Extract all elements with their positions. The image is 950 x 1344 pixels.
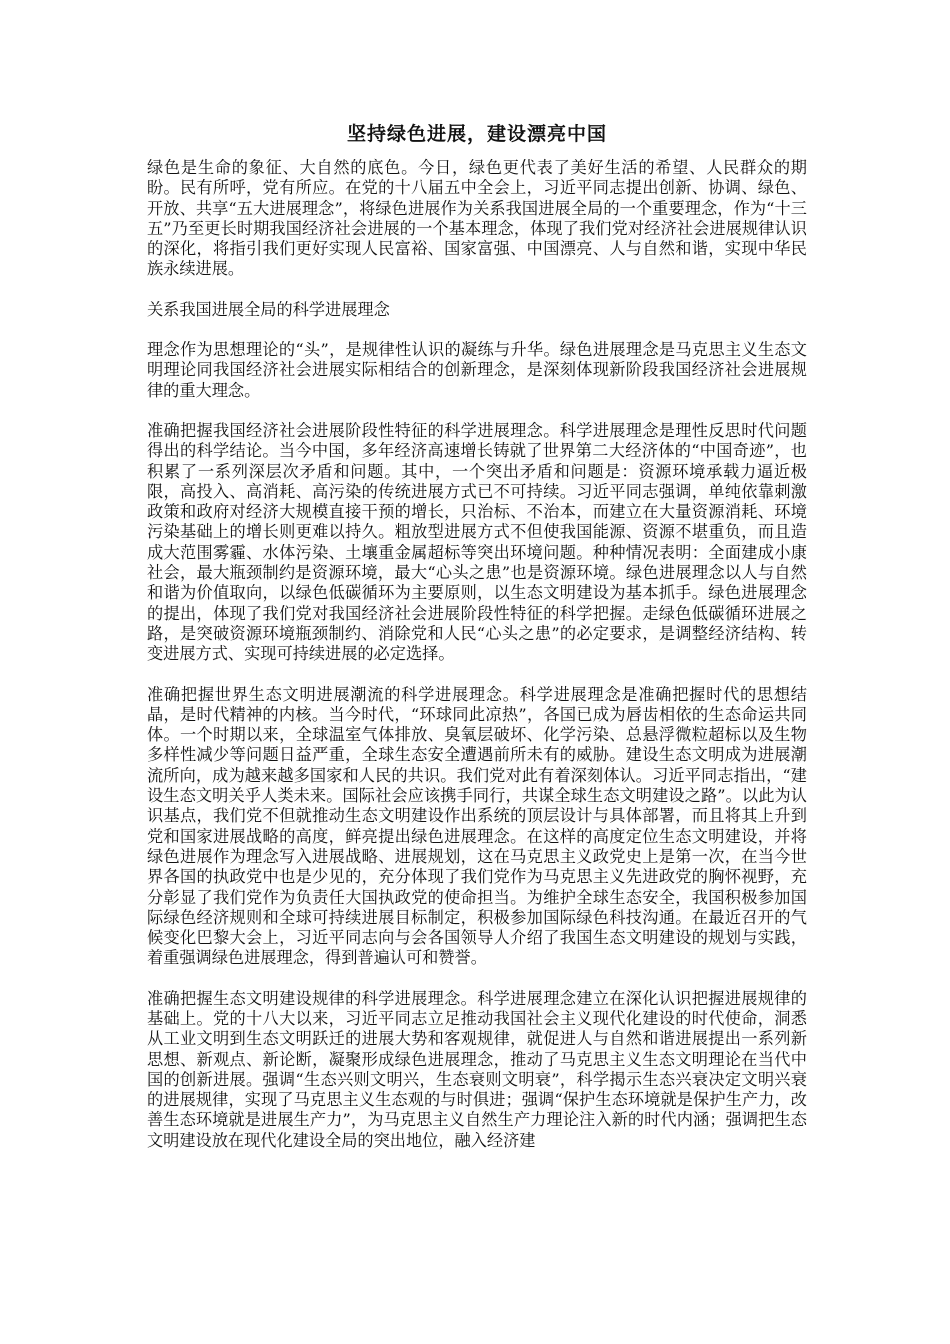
section-heading: 关系我国进展全局的科学进展理念 xyxy=(147,299,390,319)
paragraph-intro: 绿色是生命的象征、大自然的底色。今日，绿色更代表了美好生活的希望、人民群众的期盼。民有所呼，党有所应。在党的十八届五中全会上，习近平同志提出创新、协调、绿色、开放、共享“五大进展理念”，将绿色进展作为关系我国进展全局的一个重要理念，作为“十三五”乃至更长时期我国经济社会进展的一个基本理念，体现了我们党对经济社会进展规律认识的深化，将指引我们更好实现人民富裕、国家富强、中国漂亮、人与自然和谐，实现中华民族永续进展。 xyxy=(147,158,807,279)
paragraph-concept: 理念作为思想理论的“头”，是规律性认识的凝练与升华。绿色进展理念是马克思主义生态文明理论同我国经济社会进展实际相结合的创新理念，是深刻体现新阶段我国经济社会进展规律的重大理念。 xyxy=(147,340,807,400)
paragraph-law: 准确把握生态文明建设规律的科学进展理念。科学进展理念建立在深化认识把握进展规律的基础上。党的十八大以来，习近平同志立足推动我国社会主义现代化建设的时代使命，洞悉从工业文明到生态文明跃迁的进展大势和客观规律，就促进人与自然和谐进展提出一系列新思想、新观点、新论断，凝聚形成绿色进展理念，推动了马克思主义生态文明理论在当代中国的创新进展。强调“生态兴则文明兴，生态衰则文明衰”，科学揭示生态兴衰决定文明兴衰的进展规律，实现了马克思主义生态观的与时俱进；强调“保护生态环境就是保护生产力，改善生态环境就是进展生产力”，为马克思主义自然生产力理论注入新的时代内涵；强调把生态文明建设放在现代化建设全局的突出地位，融入经济建 xyxy=(147,988,807,1150)
document-title: 坚持绿色进展，建设漂亮中国 xyxy=(346,123,607,145)
document-page xyxy=(147,120,807,1171)
paragraph-world-trend: 准确把握世界生态文明进展潮流的科学进展理念。科学进展理念是准确把握时代的思想结晶，是时代精神的内核。当今时代，“环球同此凉热”，各国已成为唇齿相依的生态命运共同体。一个时期以来，全球温室气体排放、臭氧层破坏、化学污染、总悬浮微粒超标以及生物多样性减少等问题日益严重，全球生态安全遭遇前所未有的威胁。建设生态文明成为进展潮流所向，成为越来越多国家和人民的共识。我们党对此有着深刻体认。习近平同志指出，“建设生态文明关乎人类未来。国际社会应该携手同行，共谋全球生态文明建设之路”。以此为认识基点，我们党不但就推动生态文明建设作出系统的顶层设计与具体部署，而且将其上升到党和国家进展战略的高度，鲜亮提出绿色进展理念。在这样的高度定位生态文明建设，并将绿色进展作为理念写入进展战略、进展规划，这在马克思主义政党史上是第一次，在当今世界各国的执政党中也是少见的，充分体现了我们党作为马克思主义先进政党的胸怀视野，充分彰显了我们党作为负责任大国执政党的使命担当。为维护全球生态安全，我国积极参加国际绿色经济规则和全球可持续进展目标制定，积极参加国际绿色科技沟通。在最近召开的气候变化巴黎大会上，习近平同志向与会各国领导人介绍了我国生态文明建设的规划与实践，着重强调绿色进展理念，得到普遍认可和赞誉。 xyxy=(147,684,807,968)
paragraph-china-stage: 准确把握我国经济社会进展阶段性特征的科学进展理念。科学进展理念是理性反思时代问题得出的科学结论。当今中国，多年经济高速增长铸就了世界第二大经济体的“中国奇迹”，也积累了一系列深层次矛盾和问题。其中，一个突出矛盾和问题是：资源环境承载力逼近极限，高投入、高消耗、高污染的传统进展方式已不可持续。习近平同志强调，单纯依靠刺激政策和政府对经济大规模直接干预的增长，只治标、不治本，而建立在大量资源消耗、环境污染基础上的增长则更难以持久。粗放型进展方式不但使我国能源、资源不堪重负，而且造成大范围雾霾、水体污染、土壤重金属超标等突出环境问题。种种情况表明：全面建成小康社会，最大瓶颈制约是资源环境，最大“心头之患”也是资源环境。绿色进展理念以人与自然和谐为价值取向，以绿色低碳循环为主要原则，以生态文明建设为基本抓手。绿色进展理念的提出，体现了我们党对我国经济社会进展阶段性特征的科学把握。走绿色低碳循环进展之路，是突破资源环境瓶颈制约、消除党和人民“心头之患”的必定要求，是调整经济结构、转变进展方式、实现可持续进展的必定选择。 xyxy=(147,420,807,664)
